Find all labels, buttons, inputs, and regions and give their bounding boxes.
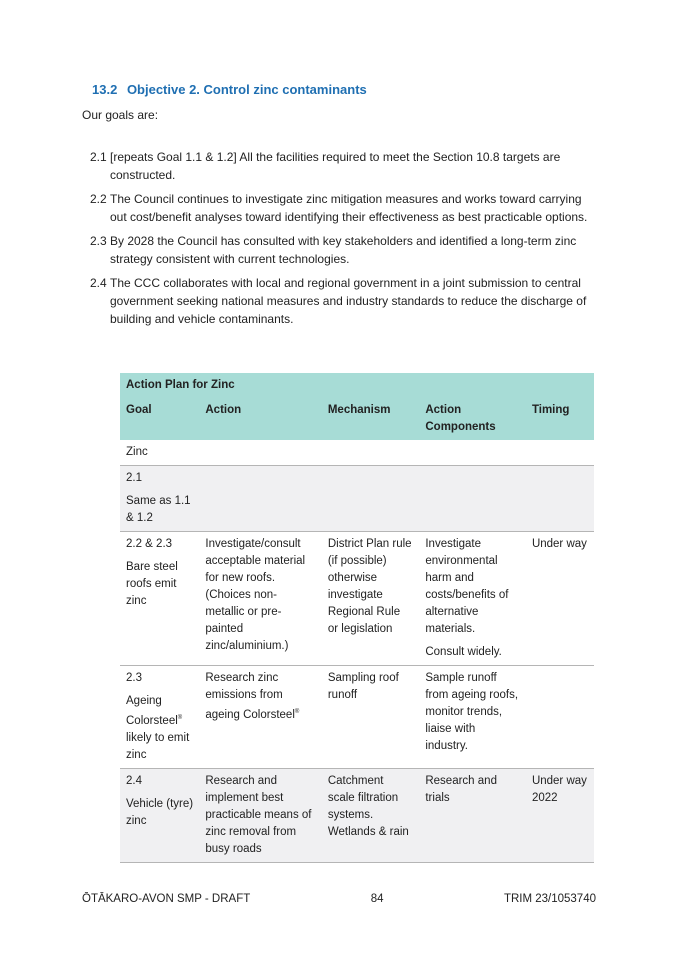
goals-list [90,148,590,334]
row-number: 2.3 [126,672,142,684]
section-number: 13.2 [92,82,118,97]
components-text-2: Consult widely. [425,646,502,658]
table-row [120,666,594,769]
footer-trim-ref: TRIM 23/1053740 [503,893,596,905]
header-action: Action [199,398,321,440]
mechanism-cell: Catchment scale filtration systems. Wetlands & rain [322,768,420,862]
goal-item [90,148,590,184]
action-cell: Research zinc emissions from ageing Colorsteel® [199,666,321,769]
goal-text: [repeats Goal 1.1 & 1.2] All the facilities required to meet the Section 10.8 targets are constructed. [110,150,561,182]
action-cell: Research and implement best practicable means of zinc removal from busy roads [199,768,321,862]
goal-item [90,190,590,226]
action-cell: Investigate/consult acceptable material for new roofs. (Choices non-metallic or pre-painted zinc/aluminium.) [199,532,321,666]
components-cell: Sample runoff from ageing roofs, monitor trends, liaise with industry. [419,666,526,769]
table-row [120,440,594,466]
timing-cell [526,666,594,769]
components-text: Investigate environmental harm and costs/benefits of alternative materials. [425,538,509,635]
header-timing: Timing [526,398,594,440]
category-cell: Zinc [120,440,594,466]
goal-text: By 2028 the Council has consulted with key stakeholders and identified a long-term zinc strategy consistent with current technologies. [110,234,577,266]
intro-text: Our goals are: [82,108,159,122]
row-goal: Bare steel roofs emit zinc [126,561,178,607]
table-title: Action Plan for Zinc [120,373,594,398]
row-number: 2.1 [126,472,142,484]
goal-number: 2.3 [90,234,107,248]
goal-item [90,274,590,328]
goal-text: The CCC collaborates with local and regional government in a joint submission to central government seeking national measures and industry standards to reduce the discharge of building and vehicle contaminants. [110,276,587,326]
section-heading [92,82,367,97]
action-plan-table [120,373,594,863]
table-row [120,768,594,862]
timing-cell: Under way 2022 [526,768,594,862]
table-row [120,466,594,532]
section-title: Objective 2. Control zinc contaminants [126,82,367,97]
table-row [120,532,594,666]
goal-cell [120,466,199,532]
table-header-row [120,398,594,440]
row-goal: Vehicle (tyre) zinc [126,797,194,827]
goal-number: 2.1 [90,150,107,164]
timing-cell: Under way [526,532,594,666]
footer-page-number: 84 [370,893,384,905]
goal-cell [120,532,199,666]
goal-number: 2.2 [90,192,107,206]
row-number: 2.4 [126,774,142,787]
components-cell: Research and trials [419,768,526,862]
components-cell [419,532,526,666]
goal-item [90,232,590,268]
row-goal: Ageing Colorsteel® likely to emit zinc [126,695,190,761]
page-footer [82,893,596,905]
table-title-row [120,373,594,398]
registered-mark: ® [294,709,300,715]
registered-mark: ® [177,715,183,721]
goal-cell [120,666,199,769]
row-number: 2.2 & 2.3 [126,538,173,550]
mechanism-cell: Sampling roof runoff [322,666,420,769]
goal-cell [120,768,199,862]
header-goal: Goal [120,398,199,440]
goal-text: The Council continues to investigate zinc mitigation measures and works toward carrying out cost/benefit analyses toward identifying their effectiveness as best practicable options. [110,192,588,224]
mechanism-cell: District Plan rule (if possible) otherwise investigate Regional Rule or legislation [322,532,420,666]
row-goal: Same as 1.1 & 1.2 [126,495,191,524]
header-mechanism: Mechanism [322,398,420,440]
header-components: Action Components [419,398,526,440]
footer-doc-title: ŌTĀKARO-AVON SMP - DRAFT [82,893,251,905]
goal-number: 2.4 [90,276,107,290]
